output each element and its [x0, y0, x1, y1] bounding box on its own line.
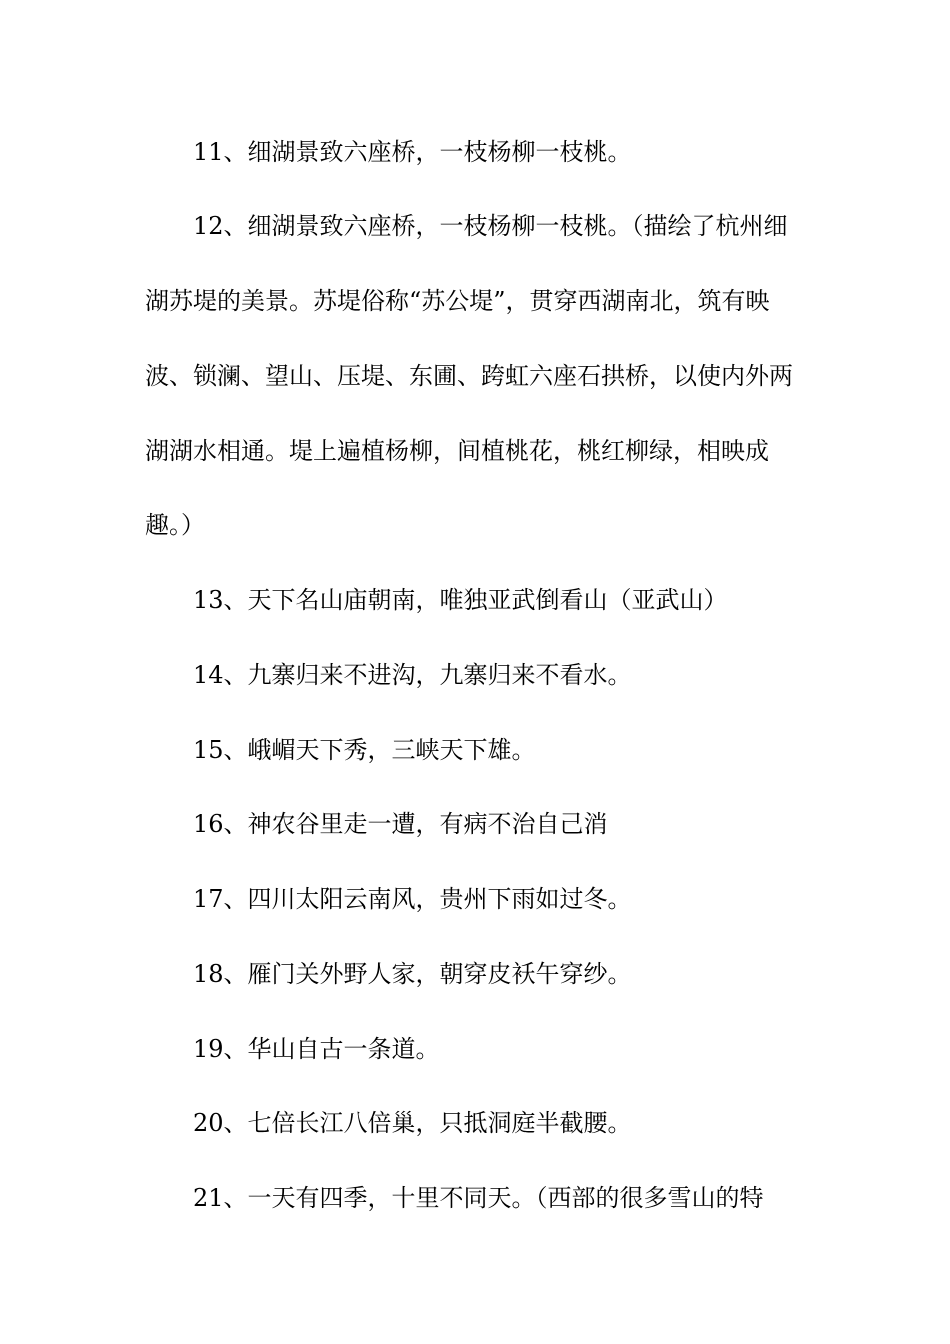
text-line-14: 14、九寨归来不进沟，九寨归来不看水。 — [193, 661, 632, 689]
text-line-12-cont-4: 趣。） — [145, 511, 205, 539]
text-line-18: 18、雁门关外野人家，朝穿皮袄午穿纱。 — [193, 960, 632, 988]
text-line-12-cont-1: 湖苏堤的美景。苏堤俗称“苏公堤”，贯穿西湖南北，筑有映 — [145, 287, 770, 315]
text-line-13: 13、天下名山庙朝南，唯独亚武倒看山（亚武山） — [193, 586, 728, 614]
text-line-17: 17、四川太阳云南风，贵州下雨如过冬。 — [193, 885, 632, 913]
text-line-12-cont-3: 湖湖水相通。堤上遍植杨柳，间植桃花，桃红柳绿，相映成 — [145, 437, 769, 465]
text-line-19: 19、华山自古一条道。 — [193, 1035, 440, 1063]
text-line-12: 12、细湖景致六座桥，一枝杨柳一枝桃。（描绘了杭州细 — [193, 212, 788, 240]
text-line-11: 11、细湖景致六座桥，一枝杨柳一枝桃。 — [193, 138, 632, 166]
text-line-16: 16、神农谷里走一遭，有病不治自己消 — [193, 810, 608, 838]
text-line-12-cont-2: 波、锁澜、望山、压堤、东圃、跨虹六座石拱桥，以使内外两 — [145, 362, 793, 390]
text-line-15: 15、峨嵋天下秀，三峡天下雄。 — [193, 736, 536, 764]
text-line-20: 20、七倍长江八倍巢，只抵洞庭半截腰。 — [193, 1109, 632, 1137]
text-line-21: 21、一天有四季，十里不同天。（西部的很多雪山的特 — [193, 1184, 764, 1212]
